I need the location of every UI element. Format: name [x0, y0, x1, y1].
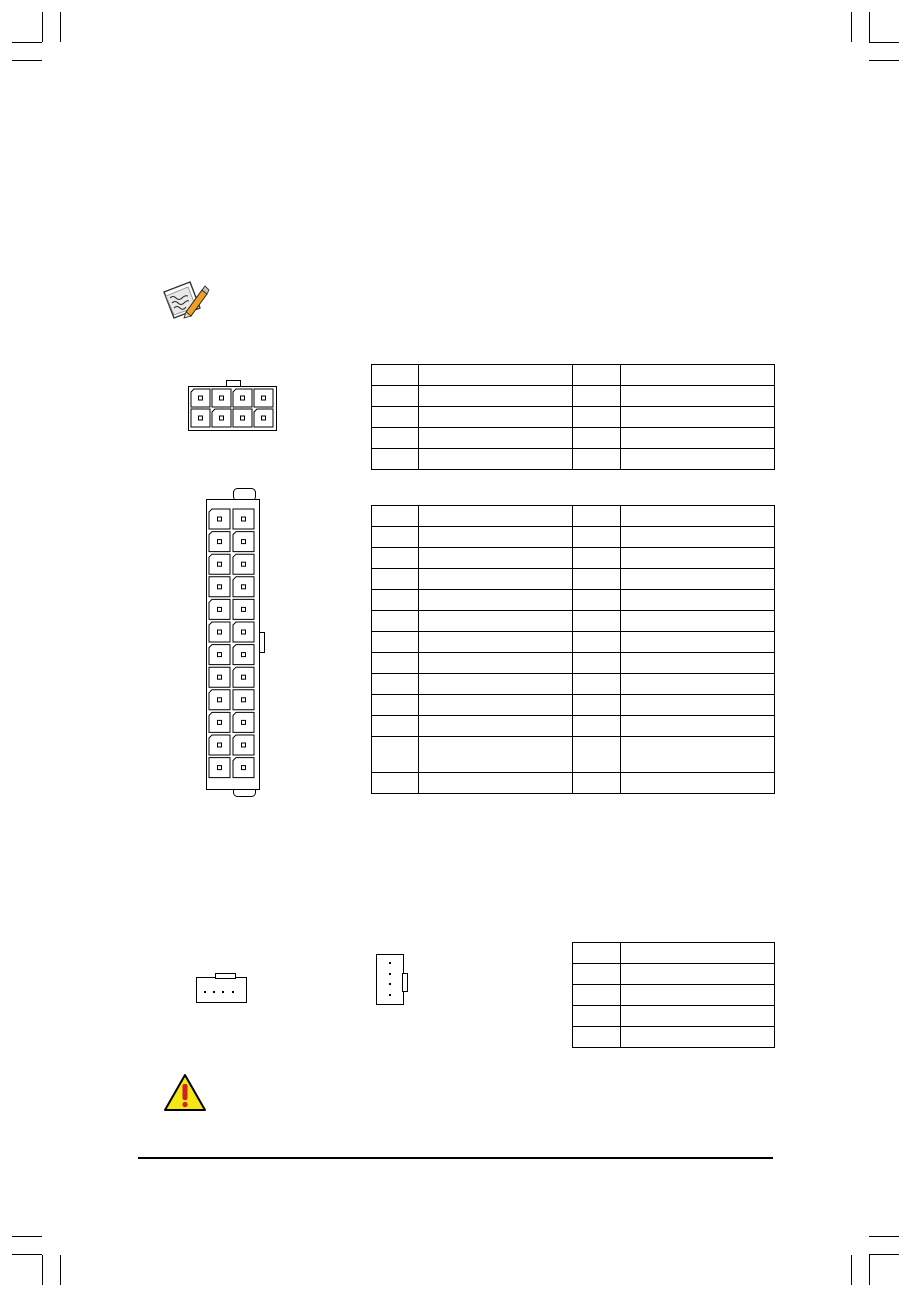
- table-cell: [419, 527, 573, 548]
- table-cell: [621, 632, 775, 653]
- table-row: [372, 590, 775, 611]
- table-cell: [621, 985, 775, 1006]
- pin-contact: [242, 743, 246, 747]
- table-cell: [621, 365, 775, 386]
- table-cell: [372, 506, 419, 527]
- table-row: [372, 428, 775, 449]
- pin-contact: [220, 416, 224, 420]
- pin-contact: [218, 698, 222, 702]
- table-cell: [573, 506, 621, 527]
- table-cell: [621, 407, 775, 428]
- table-cell: [419, 653, 573, 674]
- pin-contact: [242, 630, 246, 634]
- table-cell: [621, 527, 775, 548]
- pin-contact: [262, 396, 266, 400]
- warning-exclamation-icon: [163, 1073, 207, 1113]
- table-cell: [372, 569, 419, 590]
- table-cell: [372, 653, 419, 674]
- pin-contact: [218, 540, 222, 544]
- pin-contact: [218, 607, 222, 611]
- table-cell: [372, 527, 419, 548]
- table-cell: [573, 773, 621, 794]
- table-cell: [573, 716, 621, 737]
- table-cell: [621, 590, 775, 611]
- table-cell: [621, 964, 775, 985]
- table-cell: [621, 386, 775, 407]
- table-cell: [419, 695, 573, 716]
- table-cell: [573, 569, 621, 590]
- table-row: [372, 773, 775, 794]
- table-cell: [573, 1027, 621, 1048]
- table-cell: [621, 773, 775, 794]
- table-cell: [621, 716, 775, 737]
- table-cell: [419, 569, 573, 590]
- table-row: [372, 674, 775, 695]
- pin-contact: [218, 766, 222, 770]
- table-row: [573, 985, 775, 1006]
- table-row: [372, 449, 775, 470]
- pin-contact: [241, 416, 245, 420]
- pin-contact: [218, 517, 222, 521]
- table-row: [372, 506, 775, 527]
- table-cell: [372, 737, 419, 773]
- table-cell: [573, 407, 621, 428]
- table-cell: [573, 449, 621, 470]
- table-cell: [419, 548, 573, 569]
- table-cell: [573, 964, 621, 985]
- table-cell: [621, 449, 775, 470]
- note-pencil-icon: [160, 278, 210, 323]
- table-cell: [419, 737, 573, 773]
- table-cell: [621, 506, 775, 527]
- pin-contact: [242, 675, 246, 679]
- table-cell: [621, 737, 775, 773]
- table-cell: [621, 695, 775, 716]
- table-cell: [419, 590, 573, 611]
- table-cell: [621, 428, 775, 449]
- table-row: [372, 737, 775, 773]
- table-row: [372, 365, 775, 386]
- table-cell: [419, 407, 573, 428]
- pin-contact: [242, 585, 246, 589]
- table-row: [372, 653, 775, 674]
- pin-contact: [218, 653, 222, 657]
- table-cell: [372, 632, 419, 653]
- table-cell: [419, 506, 573, 527]
- table-cell: [621, 611, 775, 632]
- table-cell: [419, 428, 573, 449]
- atx-24pin-connector: [200, 486, 270, 802]
- pin-contact: [218, 743, 222, 747]
- table-cell: [419, 716, 573, 737]
- table-cell: [372, 674, 419, 695]
- pin-contact: [242, 653, 246, 657]
- table-cell: [621, 653, 775, 674]
- table-cell: [573, 653, 621, 674]
- table-cell: [621, 569, 775, 590]
- table-cell: [419, 386, 573, 407]
- table-cell: [573, 985, 621, 1006]
- fan-pin-table: [572, 942, 775, 1048]
- table-cell: [621, 1027, 775, 1048]
- pin-contact: [218, 585, 222, 589]
- pin-contact: [242, 517, 246, 521]
- table-row: [372, 695, 775, 716]
- table-cell: [419, 449, 573, 470]
- table-cell: [372, 548, 419, 569]
- table-cell: [621, 943, 775, 964]
- table-cell: [419, 773, 573, 794]
- pin-contact: [220, 396, 224, 400]
- table-cell: [621, 674, 775, 695]
- table-cell: [573, 943, 621, 964]
- table-cell: [573, 611, 621, 632]
- pin-contact: [242, 562, 246, 566]
- table-cell: [372, 773, 419, 794]
- table-row: [372, 386, 775, 407]
- table-row: [372, 569, 775, 590]
- fan-header-vertical: [374, 952, 408, 1006]
- table-cell: [573, 386, 621, 407]
- table-cell: [573, 527, 621, 548]
- table-cell: [372, 449, 419, 470]
- table-cell: [372, 407, 419, 428]
- table-row: [372, 548, 775, 569]
- footer-rule: [138, 1157, 773, 1159]
- table-row: [372, 407, 775, 428]
- pin-contact: [242, 607, 246, 611]
- table-row: [573, 1027, 775, 1048]
- pin-contact: [218, 630, 222, 634]
- pin-contact: [242, 540, 246, 544]
- table-cell: [419, 632, 573, 653]
- table-cell: [573, 632, 621, 653]
- pin-contact: [242, 698, 246, 702]
- table-cell: [573, 737, 621, 773]
- table-cell: [419, 674, 573, 695]
- table-cell: [372, 386, 419, 407]
- table-cell: [621, 1006, 775, 1027]
- atx-12v-8pin-connector: [188, 378, 278, 432]
- table-cell: [419, 611, 573, 632]
- pin-contact: [199, 416, 203, 420]
- pin-contact: [218, 720, 222, 724]
- pin-contact: [241, 396, 245, 400]
- table-cell: [372, 590, 419, 611]
- table-row: [372, 611, 775, 632]
- table-row: [372, 716, 775, 737]
- table-cell: [573, 590, 621, 611]
- atx-12v-pin-table: [371, 364, 775, 470]
- table-cell: [573, 695, 621, 716]
- table-row: [372, 527, 775, 548]
- table-cell: [372, 716, 419, 737]
- table-cell: [372, 365, 419, 386]
- table-cell: [573, 674, 621, 695]
- table-cell: [372, 695, 419, 716]
- table-cell: [573, 1006, 621, 1027]
- table-row: [372, 632, 775, 653]
- fan-header-horizontal: [195, 972, 249, 1004]
- table-cell: [621, 548, 775, 569]
- table-row: [573, 943, 775, 964]
- table-cell: [372, 428, 419, 449]
- pin-contact: [218, 675, 222, 679]
- atx-24pin-table: [371, 505, 775, 794]
- table-row: [573, 1006, 775, 1027]
- table-cell: [573, 428, 621, 449]
- table-cell: [573, 548, 621, 569]
- pin-contact: [242, 720, 246, 724]
- table-cell: [419, 365, 573, 386]
- pin-contact: [242, 766, 246, 770]
- pin-contact: [218, 562, 222, 566]
- pin-contact: [262, 416, 266, 420]
- table-row: [573, 964, 775, 985]
- pin-contact: [199, 396, 203, 400]
- table-cell: [573, 365, 621, 386]
- table-cell: [372, 611, 419, 632]
